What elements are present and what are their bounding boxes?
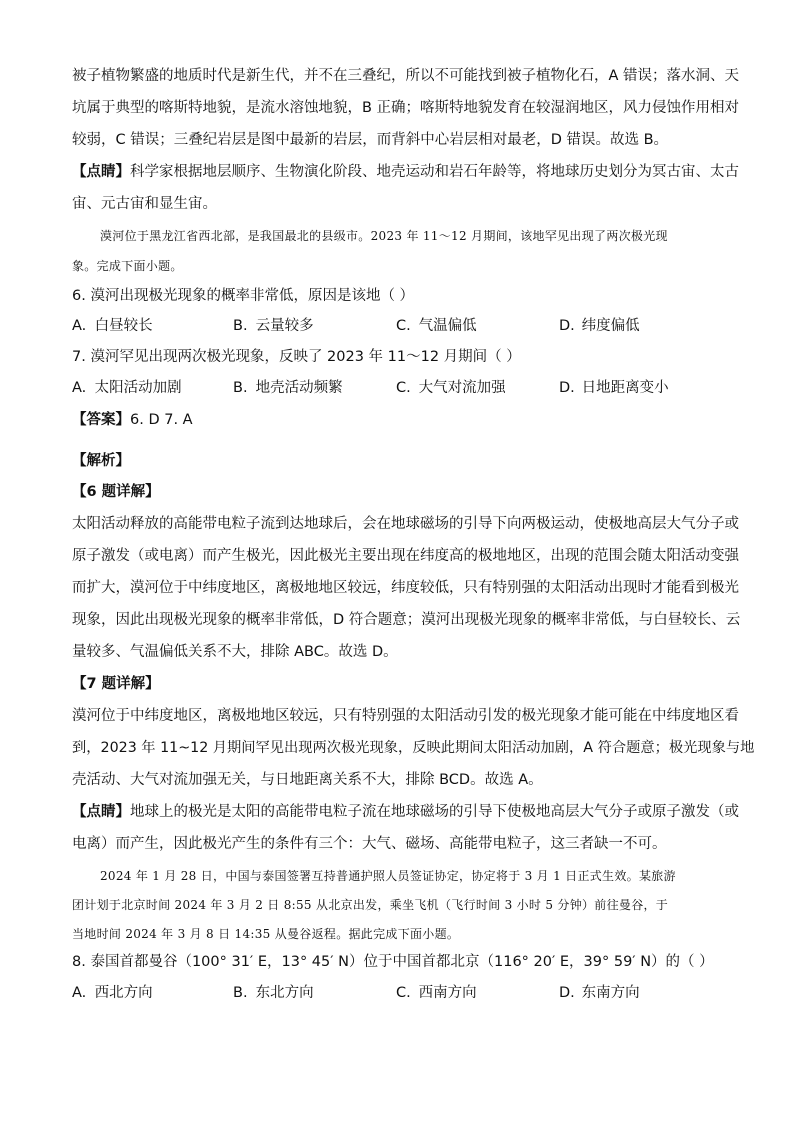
question-8-stem: 8. 泰国首都曼谷（100° 31′ E，13° 45′ N）位于中国首都北京（116° 20′ E，39° 59′ N）的（ ） [72,954,714,970]
dianjing-1-line-2: 宙、元古宙和显生宙。 [72,196,217,212]
answer-line [72,410,193,430]
dianjing-text: 科学家根据地层顺序、生物演化阶段、地壳运动和岩石年龄等，将地球历史划分为冥古宙、太古 [130,164,739,180]
q6-option-b: B. 云量较多 [233,318,314,334]
material-2-line-3: 当地时间 2024 年 3 月 8 日 14:35 从曼谷返程。据此完成下面小题。 [72,927,460,941]
answer-tag: 【答案】 [72,412,130,428]
material-2-line-1: 2024 年 1 月 28 日，中国与泰国签署互持普通护照人员签证协定，协定将于 3 月 1 日正式生效。某旅游 [100,869,676,883]
q6-detail-tag: 【6 题详解】 [72,484,160,500]
answer-text: 6. D 7. A [130,412,193,428]
material-1-line-2: 象。完成下面小题。 [72,259,183,273]
q6-detail-line-2: 原子激发（或电离）而产生极光，因此极光主要出现在纬度高的极地地区，出现的范围会随太阳活动变强 [72,548,739,564]
analysis-tag: 【解析】 [72,453,130,469]
q6-detail-line-1: 太阳活动释放的高能带电粒子流到达地球后，会在地球磁场的引导下向两极运动，使极地高层大气分子或 [72,516,739,532]
q7-detail-line-3: 壳活动、大气对流加强无关，与日地距离关系不大，排除 BCD。故选 A。 [72,772,543,788]
q8-option-b: B. 东北方向 [233,985,314,1001]
dianjing-tag: 【点睛】 [72,804,130,820]
q7-option-d: D. 日地距离变小 [559,380,669,396]
q7-detail-line-2: 到，2023 年 11~12 月期间罕见出现两次极光现象，反映此期间太阳活动加剧，A 符合题意；极光现象与地 [72,740,755,756]
q6-detail-line-5: 量较多、气温偏低关系不大，排除 ABC。故选 D。 [72,644,398,660]
q7-option-b: B. 地壳活动频繁 [233,380,343,396]
material-2-line-2: 团计划于北京时间 2024 年 3 月 2 日 8:55 从北京出发，乘坐飞机（飞行时间 3 小时 5 分钟）前往曼谷，于 [72,898,669,912]
q8-option-c: C. 西南方向 [396,985,477,1001]
q7-option-c: C. 大气对流加强 [396,380,506,396]
intro-line-2: 坑属于典型的喀斯特地貌，是流水溶蚀地貌，B 正确；喀斯特地貌发育在较湿润地区，风力侵蚀作用相对 [72,100,740,116]
intro-line-3: 较弱，C 错误；三叠纪岩层是图中最新的岩层，而背斜中心岩层相对最老，D 错误。故选 B。 [72,132,669,148]
intro-line-1: 被子植物繁盛的地质时代是新生代，并不在三叠纪，所以不可能找到被子植物化石，A 错误；落水洞、天 [72,68,740,84]
q6-option-d: D. 纬度偏低 [559,318,640,334]
q7-option-a: A. 太阳活动加剧 [72,380,182,396]
dianjing-2-line-2: 电离）而产生，因此极光产生的条件有三个：大气、磁场、高能带电粒子，这三者缺一不可。 [72,836,667,852]
q8-option-d: D. 东南方向 [559,985,640,1001]
dianjing-tag: 【点睛】 [72,164,130,180]
q6-option-a: A. 白昼较长 [72,318,153,334]
question-7-stem: 7. 漠河罕见出现两次极光现象，反映了 2023 年 11～12 月期间（ ） [72,349,521,365]
dianjing-1-line-1 [72,162,739,182]
material-1-line-1: 漠河位于黑龙江省西北部，是我国最北的县级市。2023 年 11～12 月期间，该地罕见出现了两次极光现 [100,229,668,243]
dianjing-text: 地球上的极光是太阳的高能带电粒子流在地球磁场的引导下使极地高层大气分子或原子激发（或 [130,804,739,820]
q7-detail-line-1: 漠河位于中纬度地区，离极地地区较远，只有特别强的太阳活动引发的极光现象才能可能在中纬度地区看 [72,708,739,724]
q8-option-a: A. 西北方向 [72,985,153,1001]
question-6-stem: 6. 漠河出现极光现象的概率非常低，原因是该地（ ） [72,288,415,304]
dianjing-2-line-1 [72,802,739,822]
q6-option-c: C. 气温偏低 [396,318,477,334]
q7-detail-tag: 【7 题详解】 [72,676,160,692]
q6-detail-line-4: 现象，因此出现极光现象的概率非常低，D 符合题意；漠河出现极光现象的概率非常低，与白昼较长、云 [72,612,741,628]
q6-detail-line-3: 而扩大，漠河位于中纬度地区，离极地地区较远，纬度较低，只有特别强的太阳活动出现时才能看到极光 [72,580,739,596]
